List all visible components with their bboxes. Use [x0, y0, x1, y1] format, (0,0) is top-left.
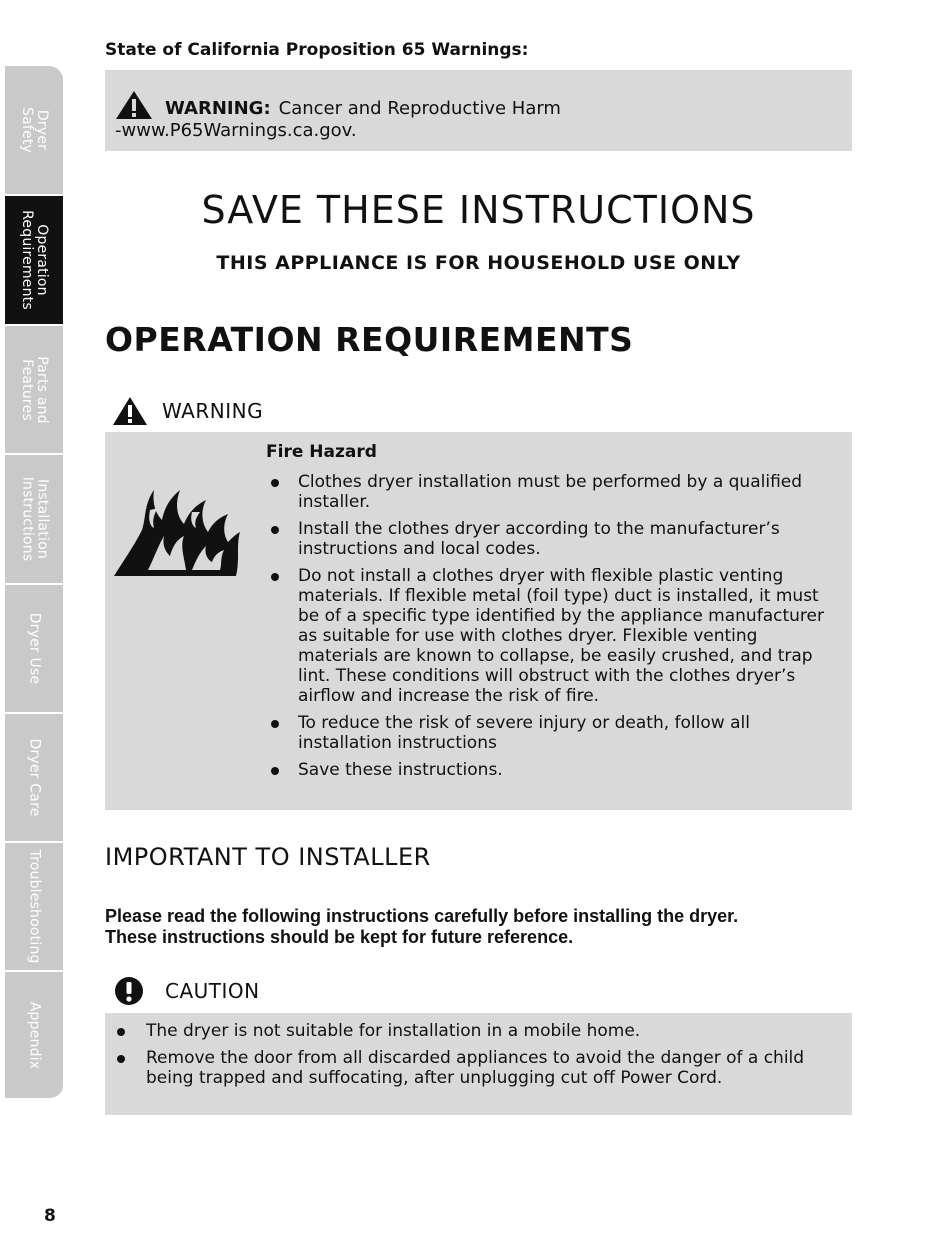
tab-appendix[interactable] — [5, 972, 63, 1100]
fire-hazard-box — [105, 432, 852, 810]
installer-note-line: Please read the following instructions carefully before installing the dryer. — [105, 906, 739, 926]
tab-dryer-care[interactable] — [5, 714, 63, 843]
warning-text: Cancer and Reproductive Harm — [278, 98, 561, 119]
warning-header — [112, 396, 263, 426]
list-item: Do not install a clothes dryer with flexible plastic venting materials. If flexible metal (foil type) duct is installed, it must be of a specific type identified by the appliance manufacturer as suitable for use with clothes dryer. Flexible venting materials are known to collapse, be easily crushed, and trap lint. These conditions will obstruct with the clothes dryer’s airflow and increase the risk of fire. — [266, 566, 838, 706]
list-item: Clothes dryer installation must be performed by a qualified installer. — [266, 472, 838, 512]
tab-dryer-safety[interactable] — [5, 66, 63, 196]
prop65-heading: State of California Proposition 65 Warnings: — [105, 40, 529, 60]
tab-label: Dryer Safety — [18, 107, 50, 153]
page-title: OPERATION REQUIREMENTS — [105, 320, 634, 359]
tab-installation-instructions[interactable] — [5, 455, 63, 585]
prop65-warning-box — [105, 70, 852, 151]
prop65-url: -www.P65Warnings.ca.gov. — [115, 120, 357, 141]
tab-label: Appendix — [26, 1001, 43, 1069]
warning-word: WARNING: — [165, 98, 271, 119]
warning-triangle-icon — [115, 90, 153, 120]
installer-title: IMPORTANT TO INSTALLER — [105, 843, 431, 871]
side-tabs — [5, 66, 65, 1100]
caution-box — [105, 1013, 852, 1115]
fire-hazard-list — [266, 472, 838, 787]
tab-troubleshooting[interactable] — [5, 843, 63, 972]
warning-label: WARNING — [162, 399, 264, 423]
fire-icon — [110, 480, 240, 580]
tab-operation-requirements[interactable] — [5, 196, 63, 326]
caution-list — [113, 1021, 833, 1095]
fire-hazard-title: Fire Hazard — [266, 442, 377, 462]
tab-label: Troubleshooting — [26, 849, 43, 964]
tab-label: Dryer Use — [26, 612, 43, 685]
caution-label: CAUTION — [165, 979, 260, 1003]
tab-label: Dryer Care — [26, 738, 43, 817]
list-item: Install the clothes dryer according to the manufacturer’s instructions and local codes. — [266, 519, 838, 559]
page-number: 8 — [44, 1206, 56, 1226]
list-item: Remove the door from all discarded appliances to avoid the danger of a child being trapped and suffocating, after unplugging cut off Power Cord. — [113, 1048, 833, 1088]
tab-label: Operation Requirements — [19, 210, 51, 310]
tab-label: Installation Instructions — [19, 476, 50, 562]
warning-triangle-icon — [112, 396, 148, 426]
caution-header — [114, 976, 260, 1006]
tab-label: Parts and Features — [19, 355, 50, 424]
tab-parts-and-features[interactable] — [5, 326, 63, 455]
list-item: The dryer is not suitable for installation in a mobile home. — [113, 1021, 833, 1041]
save-instructions-title: SAVE THESE INSTRUCTIONS — [201, 188, 756, 232]
tab-dryer-use[interactable] — [5, 585, 63, 714]
list-item: To reduce the risk of severe injury or death, follow all installation instructions — [266, 713, 838, 753]
household-note: THIS APPLIANCE IS FOR HOUSEHOLD USE ONLY — [216, 252, 741, 274]
caution-exclamation-icon — [114, 976, 144, 1006]
installer-note — [105, 906, 852, 948]
list-item: Save these instructions. — [266, 760, 838, 780]
installer-note-line: These instructions should be kept for future reference. — [105, 927, 574, 947]
